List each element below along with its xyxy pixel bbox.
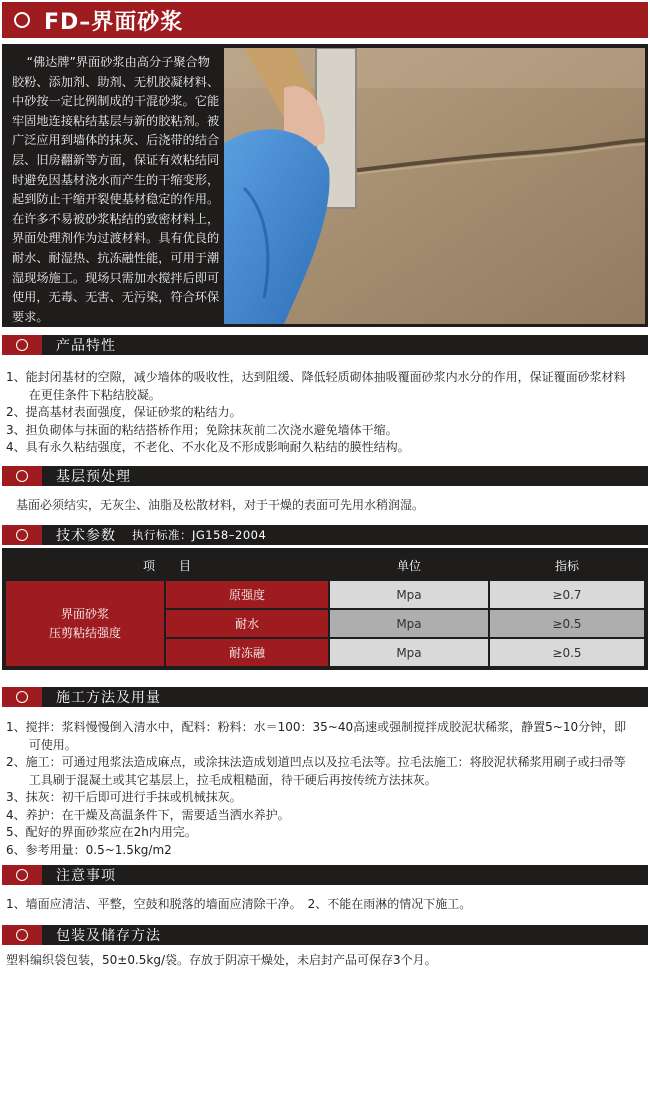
section-title: 产品特性 [56,338,116,354]
section-title: 技术参数 [56,528,116,544]
section-title: 注意事项 [56,868,116,884]
table-cell: 耐水 [166,610,328,637]
section-header-method [2,687,648,707]
table-cell: Mpa [330,610,488,637]
table-header: 单位 [396,559,421,573]
section-title: 施工方法及用量 [56,690,161,706]
page-title-bar [2,2,648,38]
section-title: 包装及储存方法 [56,928,161,944]
circle-icon [16,529,28,541]
table-header: 项 目 [142,559,191,573]
section-tab [2,525,42,545]
plastering-photo-illustration [224,48,645,324]
list-item: 4、养护：在干燥及高温条件下，需要适当洒水养护。 [6,807,290,822]
section-header-packing [2,925,648,945]
base-text: 基面必须结实，无灰尘、油脂及松散材料，对于干燥的表面可先用水稍润湿。 [16,498,425,512]
list-item: 2、提高基材表面强度，保证砂浆的粘结力。 [6,405,242,419]
list-item: 5、配好的界面砂浆应在2h内用完。 [6,825,197,839]
list-item: 3、担负砌体与抹面的粘结搭桥作用；免除抹灰前二次浇水避免墙体干缩。 [6,422,398,437]
section-tab [2,687,42,707]
section-header-notes [2,865,648,885]
table-cell: ≥0.7 [490,581,644,608]
section-header-tech [2,525,648,545]
circle-icon [16,929,28,941]
section-tab [2,865,42,885]
section-tab [2,335,42,355]
circle-icon [16,869,28,881]
features-list [6,369,636,457]
intro-text: “佛达牌”界面砂浆由高分子聚合物胶粉、添加剂、助剂、无机胶凝材料、中砂按一定比例制成的干混砂浆。它能牢固地连接粘结基层与新的胶粘剂。被广泛应用到墙体的抹灰、后浇带的结合层、旧房翻新等方面，保证有效粘结同时避免因基材浇水而产生的干缩变形，起到防止干缩开裂使基材稳定的作用。在许多不易被砂浆粘结的致密材料上，界面处理剂作为过渡材料。具有优良的耐水、耐湿热、抗冻融性能，可用于潮湿现场施工。现场只需加水搅拌后即可使用，无毒、无害、无污染，符合环保要求。 [12,55,220,324]
intro-block [2,44,648,327]
notes-text: 1、墙面应清洁、平整，空鼓和脱落的墙面应清除干净。 2、不能在雨淋的情况下施工。 [6,897,472,911]
section-header-features [2,335,648,355]
section-title: 基层预处理 [56,469,131,485]
group-label-cell [6,581,164,666]
tech-table [2,548,648,670]
list-item: 2、施工：可通过甩浆法造成麻点，或涂抹法造成划道凹点以及拉毛法等。拉毛法施工：将胶泥状稀浆用刷子或扫帚等工具刷于混凝土或其它基层上，拉毛成粗糙面，待干硬后再按传统方法抹灰。 [6,755,626,787]
section-tab [2,466,42,486]
table-cell: ≥0.5 [490,610,644,637]
list-item: 4、具有永久粘结强度，不老化、不水化及不形成影响耐久粘结的膜性结构。 [6,440,410,454]
list-item: 1、能封闭基材的空隙，减少墙体的吸收性，达到阻缓、降低轻质砌体抽吸覆面砂浆内水分的作用，保证覆面砂浆材料在更佳条件下粘结胶凝。 [6,370,626,402]
table-cell: 耐冻融 [166,639,328,666]
table-cell: Mpa [330,581,488,608]
page-title: FD–界面砂浆 [44,9,184,35]
product-photo [224,48,645,324]
table-header: 指标 [554,559,579,573]
list-item: 1、搅拌：浆料慢慢倒入清水中，配料：粉料：水＝100：35~40高速或强制搅拌成胶泥状稀浆，静置5~10分钟，即可使用。 [6,720,627,752]
circle-icon [14,12,30,28]
circle-icon [16,339,28,351]
group-label-line: 界面砂浆 [60,606,109,621]
circle-icon [16,691,28,703]
section-tab [2,925,42,945]
table-cell: 原强度 [166,581,328,608]
standard-label: 执行标准：JG158–2004 [132,528,267,542]
group-label-line: 压剪粘结强度 [48,625,121,640]
list-item: 3、抹灰：初干后即可进行手抹或机械抹灰。 [6,790,242,804]
section-header-base [2,466,648,486]
method-list [6,719,636,859]
circle-icon [16,470,28,482]
list-item: 6、参考用量：0.5~1.5kg/m2 [6,842,172,857]
packing-text: 塑料编织袋包装，50±0.5kg/袋。存放于阴凉干燥处，未启封产品可保存3个月。 [6,953,437,967]
table-cell: Mpa [330,639,488,666]
table-cell: ≥0.5 [490,639,644,666]
